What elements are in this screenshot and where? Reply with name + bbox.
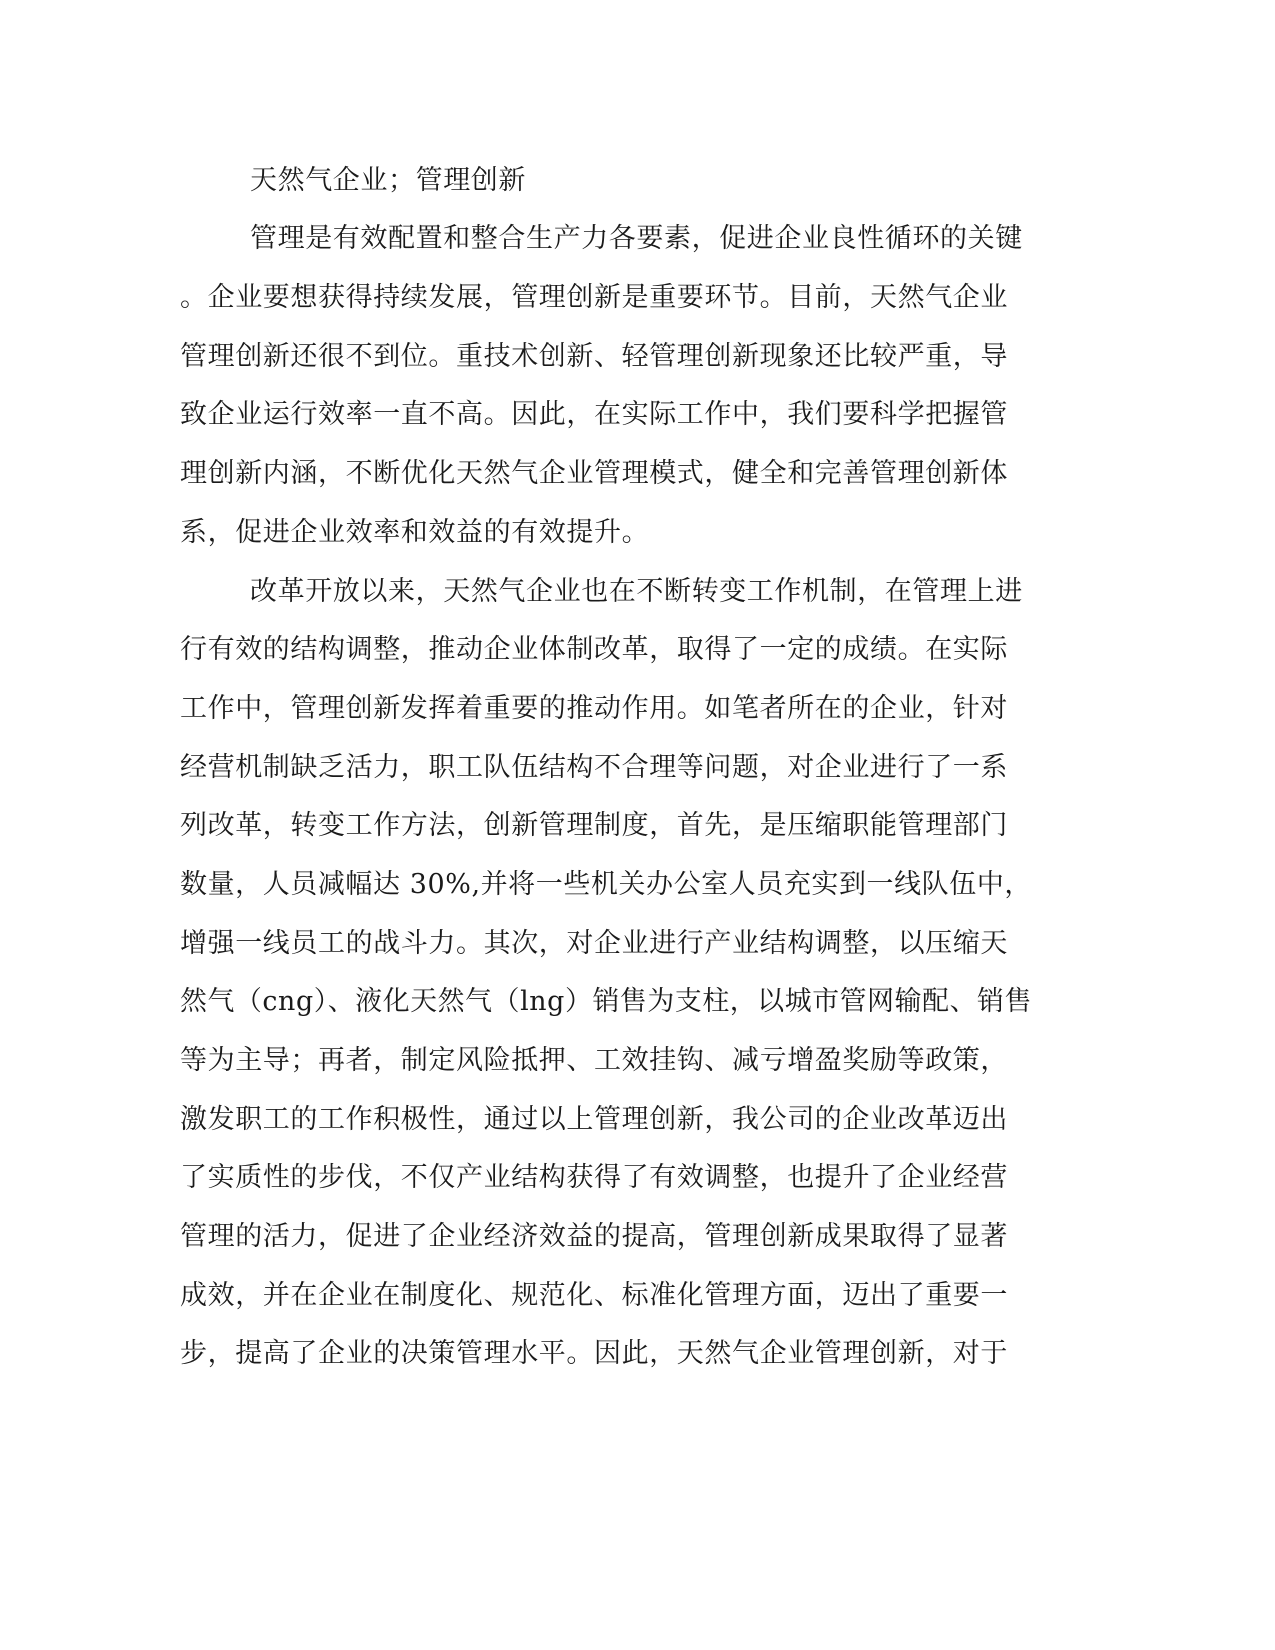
paragraph-line: 管理是有效配置和整合生产力各要素，促进企业良性循环的关键 [250,223,1023,254]
paragraph-line: 经营机制缺乏活力，职工队伍结构不合理等问题，对企业进行了一系 [180,752,1008,783]
paragraph-line: 理创新内涵，不断优化天然气企业管理模式，健全和完善管理创新体 [180,458,1008,489]
paragraph-line: 管理的活力，促进了企业经济效益的提高，管理创新成果取得了显著 [180,1221,1008,1252]
paragraph-line: 步，提高了企业的决策管理水平。因此，天然气企业管理创新，对于 [180,1338,1008,1369]
paragraph-line: 等为主导；再者，制定风险抵押、工效挂钩、减亏增盈奖励等政策， [180,1045,1008,1076]
keywords-line: 天然气企业；管理创新 [250,165,526,196]
paragraph-line: 管理创新还很不到位。重技术创新、轻管理创新现象还比较严重，导 [180,341,1008,372]
paragraph-line: 工作中，管理创新发挥着重要的推动作用。如笔者所在的企业，针对 [180,693,1008,724]
paragraph-line: 致企业运行效率一直不高。因此，在实际工作中，我们要科学把握管 [180,399,1008,430]
paragraph-line: 改革开放以来，天然气企业也在不断转变工作机制，在管理上进 [250,576,1023,607]
paragraph-line: 了实质性的步伐，不仅产业结构获得了有效调整，也提升了企业经营 [180,1162,1008,1193]
paragraph-line: 数量，人员减幅达 30%,并将一些机关办公室人员充实到一线队伍中， [180,869,1032,900]
paragraph-line: 列改革，转变工作方法，创新管理制度，首先，是压缩职能管理部门 [180,810,1008,841]
paragraph-line: 行有效的结构调整，推动企业体制改革，取得了一定的成绩。在实际 [180,634,1008,665]
paragraph-line: 系，促进企业效率和效益的有效提升。 [180,517,650,548]
paragraph-line: 。企业要想获得持续发展，管理创新是重要环节。目前，天然气企业 [180,282,1008,313]
paragraph-line: 激发职工的工作积极性，通过以上管理创新，我公司的企业改革迈出 [180,1104,1008,1135]
paragraph-line: 成效，并在企业在制度化、规范化、标准化管理方面，迈出了重要一 [180,1280,1008,1311]
paragraph-line: 然气（cng）、液化天然气（lng）销售为支柱，以城市管网输配、销售 [180,986,1032,1017]
paragraph-line: 增强一线员工的战斗力。其次，对企业进行产业结构调整，以压缩天 [180,928,1008,959]
